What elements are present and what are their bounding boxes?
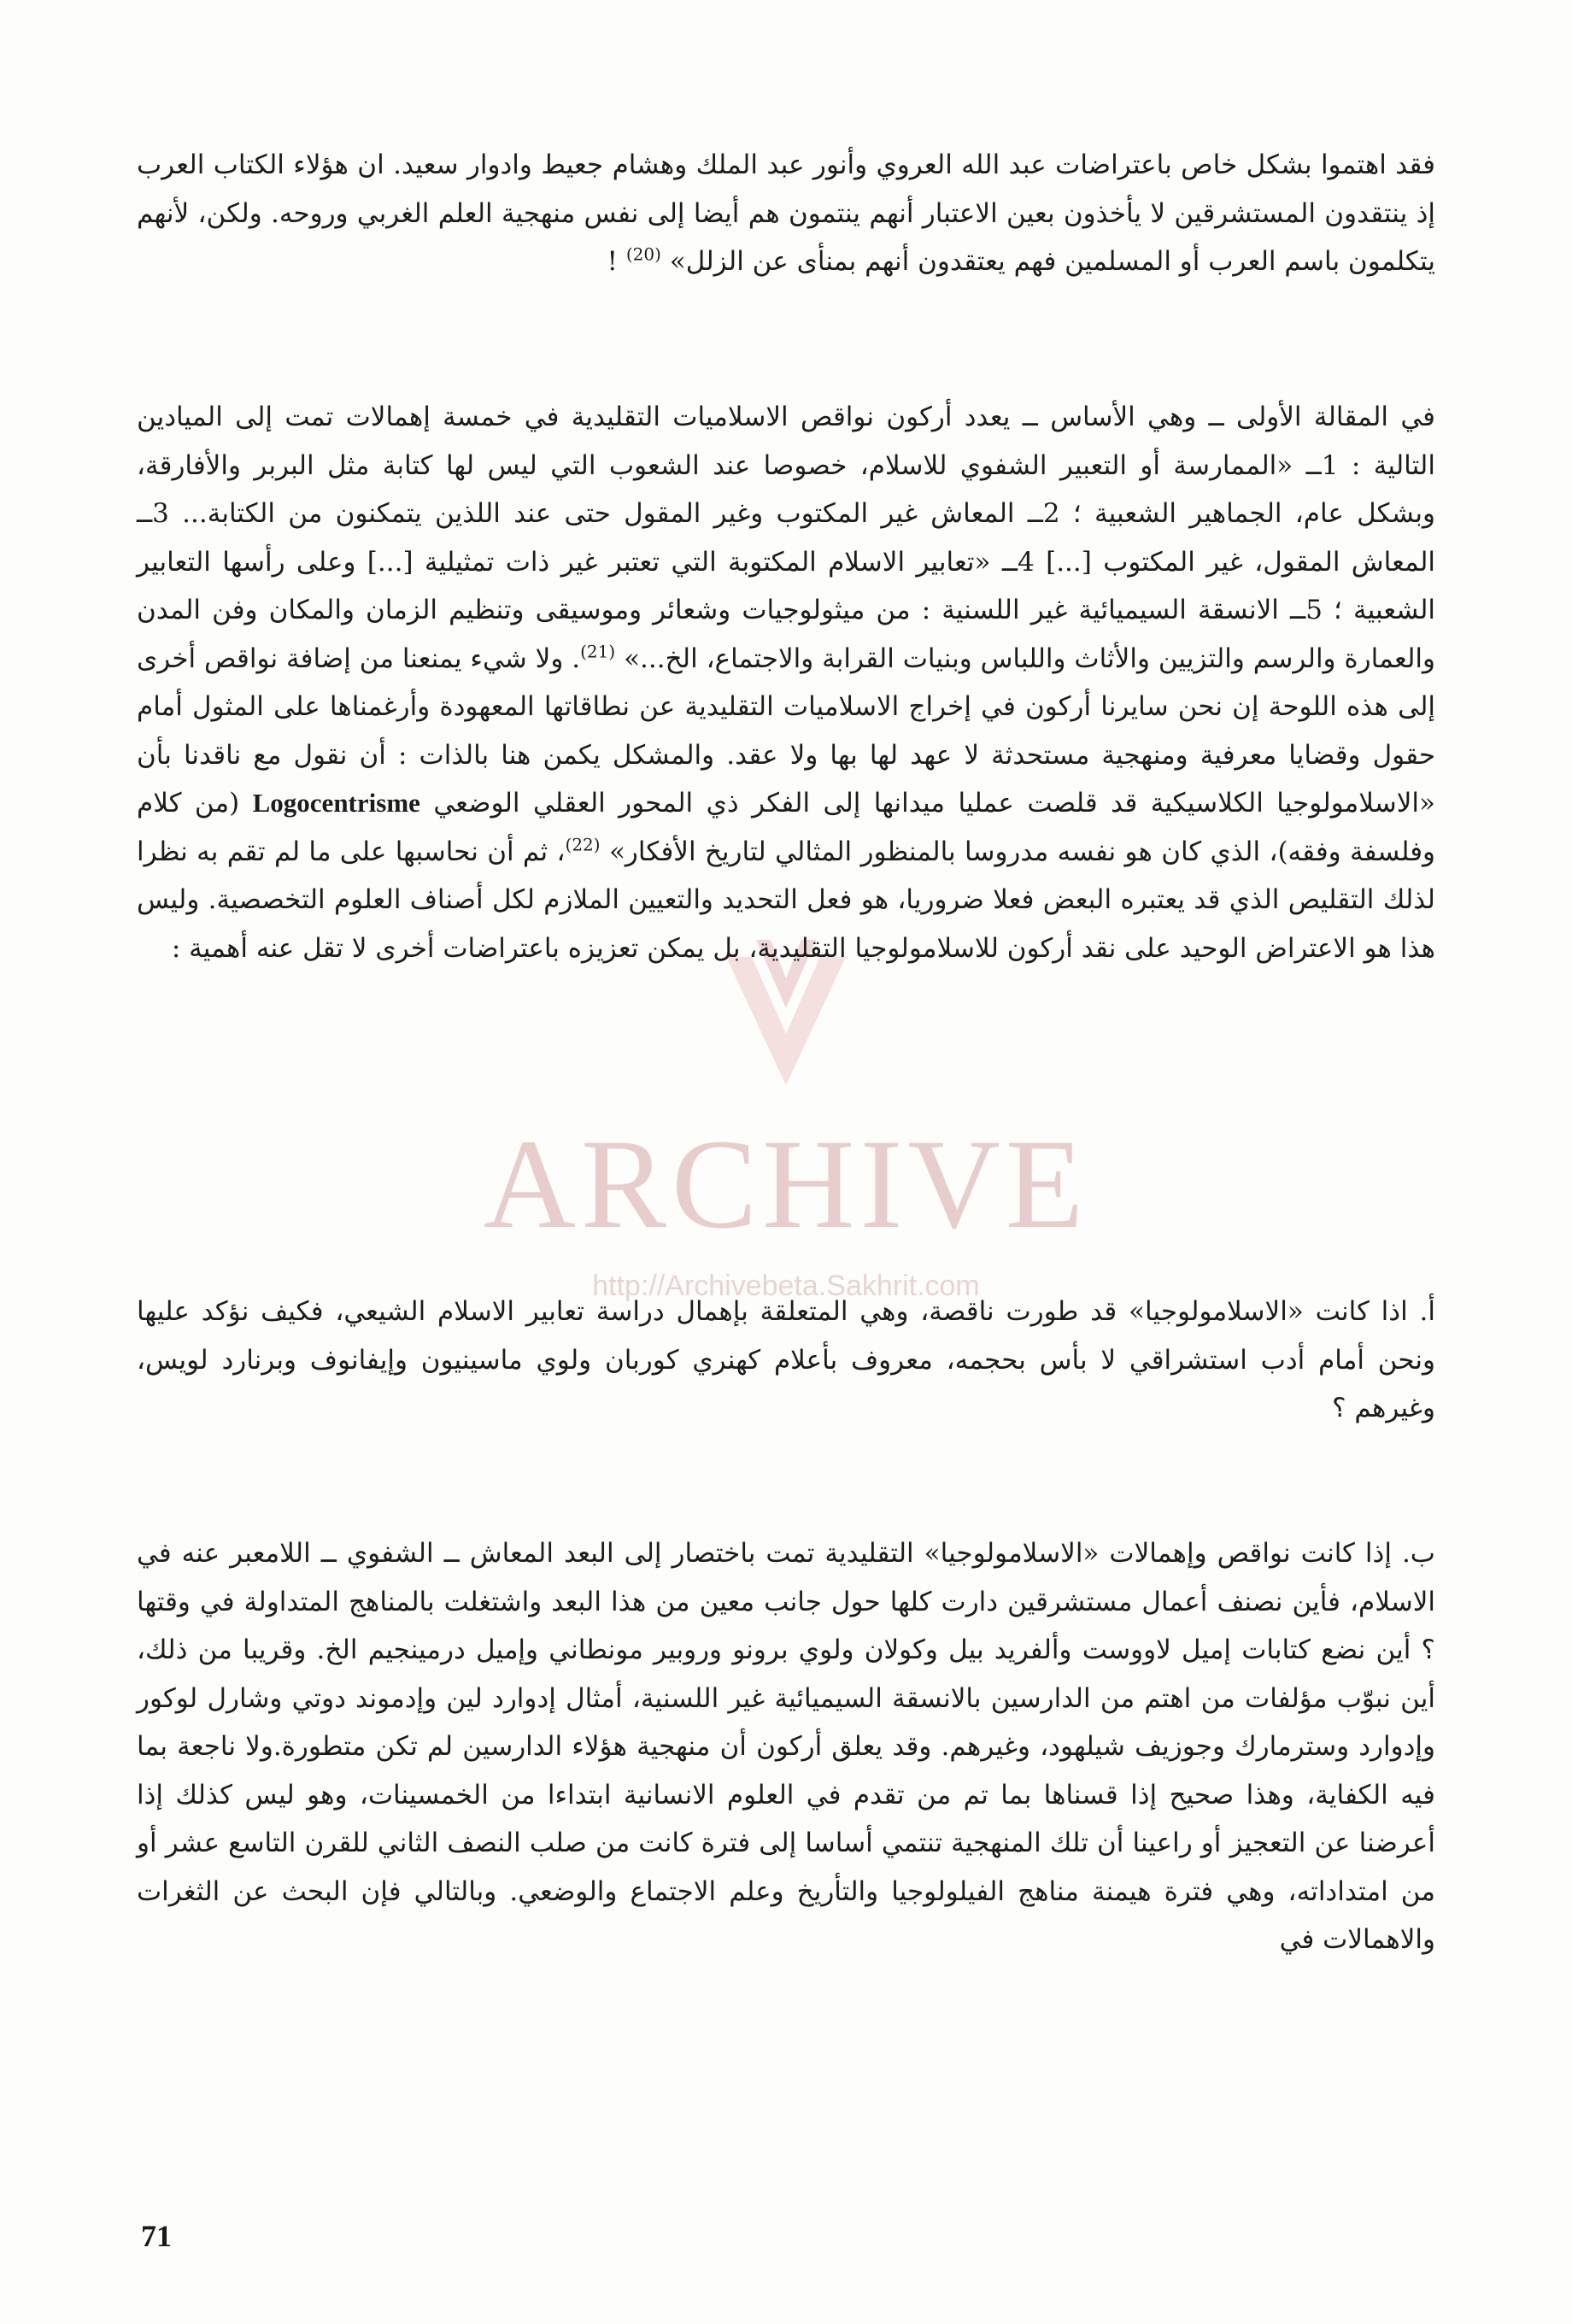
paragraph-3-text: أ. اذا كانت «الاسلامولوجيا» قد طورت ناقصة، وهي المتعلقة بإهمال دراسة تعابير الاسلام الشيعي، فكيف نؤكد عليها ونحن أمام أدب استشراقي لا بأس بحجمه، معروف بأعلام كهنري كوربان ولوي ماسينيون وإيفانوف وبرنارد لويس، وغيرهم ؟	[137, 1296, 1435, 1423]
footnote-ref-22: (22)	[565, 834, 601, 855]
archive-watermark	[478, 931, 1094, 1324]
watermark-word: ARCHIVE	[483, 1113, 1089, 1255]
paragraph-4-text: ب. إذا كانت نواقص وإهمالات «الاسلامولوجيا» التقليدية تمت باختصار إلى البعد المعاش ــ الشفوي ــ اللامعبر عنه في الاسلام، فأين نصنف أعمال مستشرقين دارت كلها حول جانب معين من هذا البعد واشتغلت بالمناهج المتداولة في وقتها ؟ أين نضع كتابات إميل لاووست وألفريد بيل وكولان ولوي برونو وروبير مونطاني وإميل درمينجيم الخ. وقريبا من ذلك، أين نبوّب مؤلفات من اهتم من الدارسين بالانسقة السيميائية غير اللسنية، أمثال إدوارد لين وإدموند دوتي وشارل لوكور وإدوارد وسترمارك وجوزيف شيلهود، وغيرهم. وقد يعلق أركون أن منهجية هؤلاء الدارسين لم تكن متطورة.ولا ناجعة بما فيه الكفاية، وهذا صحيح إذا قسناها بما تم من تقدم في العلوم الانسانية ابتداءا من الخمسينات، وهو ليس كذلك إذا أعرضنا عن التعجيز أو راعينا أن تلك المنهجية تنتمي أساسا إلى فترة كانت من صلب النصف الثاني للقرن التاسع عشر أو من امتداداته، وهي فترة هيمنة مناهج الفيلولوجيا والتأريخ وعلم الاجتماع والوضعي. وبالتالي فإن البحث عن الثغرات والاهمالات في	[137, 1538, 1435, 1955]
watermark-url: http://Archivebeta.Sakhrit.com	[592, 1270, 980, 1302]
paragraph-2-text-d: ، ثم أن نحاسبها على ما لم تقم به نظرا لذلك التقليص الذي قد يعتبره البعض فعلا ضروريا، هو فعل التحديد والتعيين الملازم لكل أصناف العلوم التخصصية. وليس هذا هو الاعتراض الوحيد على نقد أركون للاسلامولوجيا التقليدية، بل يمكن تعزيزه باعتراضات أخرى لا تقل عنه أهمية :	[137, 836, 1435, 964]
paragraph-2	[137, 393, 1435, 972]
latin-term: Logocentrisme	[252, 788, 420, 818]
paragraph-2-text-c: (من كلام وفلسفة وفقه)، الذي كان هو نفسه مدروسا بالمنظور المثالي لتاريخ الأفكار»	[137, 788, 1435, 867]
paragraph-4	[137, 1529, 1435, 1964]
paragraph-1-text: فقد اهتموا بشكل خاص باعتراضات عبد الله العروي وأنور عبد الملك وهشام جعيط وادوار سعيد. ان هؤلاء الكتاب العرب إذ ينتقدون المستشرقين لا يأخذون بعين الاعتبار أنهم ينتمون هم أيضا إلى نفس منهجية العلم الغربي وروحه. ولكن، لأنهم يتكلمون باسم العرب أو المسلمين فهم يعتقدون أنهم بمنأى عن الزلل»	[137, 150, 1435, 277]
footnote-ref-21: (21)	[580, 641, 616, 662]
paragraph-1	[137, 141, 1435, 286]
paragraph-2-text-b: . ولا شيء يمنعنا من إضافة نواقص أخرى إلى هذه اللوحة إن نحن سايرنا أركون في إخراج الاسلاميات التقليدية عن نطاقاتها المعهودة وأرغمناها على المثول أمام حقول وقضايا معرفية ومنهجية مستحدثة لا عهد لها بها ولا عقد. والمشكل يكمن هنا بالذات : أن نقول مع ناقدنا بأن «الاسلامولوجيا الكلاسيكية قد قلصت عمليا ميدانها إلى الفكر ذي المحور العقلي الوضعي	[137, 643, 1436, 819]
paragraph-2-text-a: في المقالة الأولى ــ وهي الأساس ــ يعدد أركون نواقص الاسلاميات التقليدية في خمسة إهمالات تمت إلى الميادين التالية : 1ــ «الممارسة أو التعبير الشفوي للاسلام، خصوصا عند الشعوب التي ليس لها كتابة مثل البربر والأفارقة، وبشكل عام، الجماهير الشعبية ؛ 2ــ المعاش غير المكتوب وغير المقول حتى عند اللذين يتمكنون من الكتابة... 3ــ المعاش المقول، غير المكتوب [...] 4ــ «تعابير الاسلام المكتوبة التي تعتبر غير ذات تمثيلية [...] وعلى رأسها التعابير الشعبية ؛ 5ــ الانسقة السيميائية غير اللسنية : من ميثولوجيات وشعائر وموسيقى وتنظيم الزمان والمكان وفن المدن والعمارة والرسم والتزيين والأثاث واللباس وبنيات القرابة والاجتماع، الخ...»	[137, 402, 1436, 674]
paragraph-1-end: !	[607, 246, 626, 277]
footnote-ref-20: (20)	[625, 244, 661, 265]
paragraph-3	[137, 1288, 1435, 1433]
page-number: 71	[141, 2219, 172, 2253]
